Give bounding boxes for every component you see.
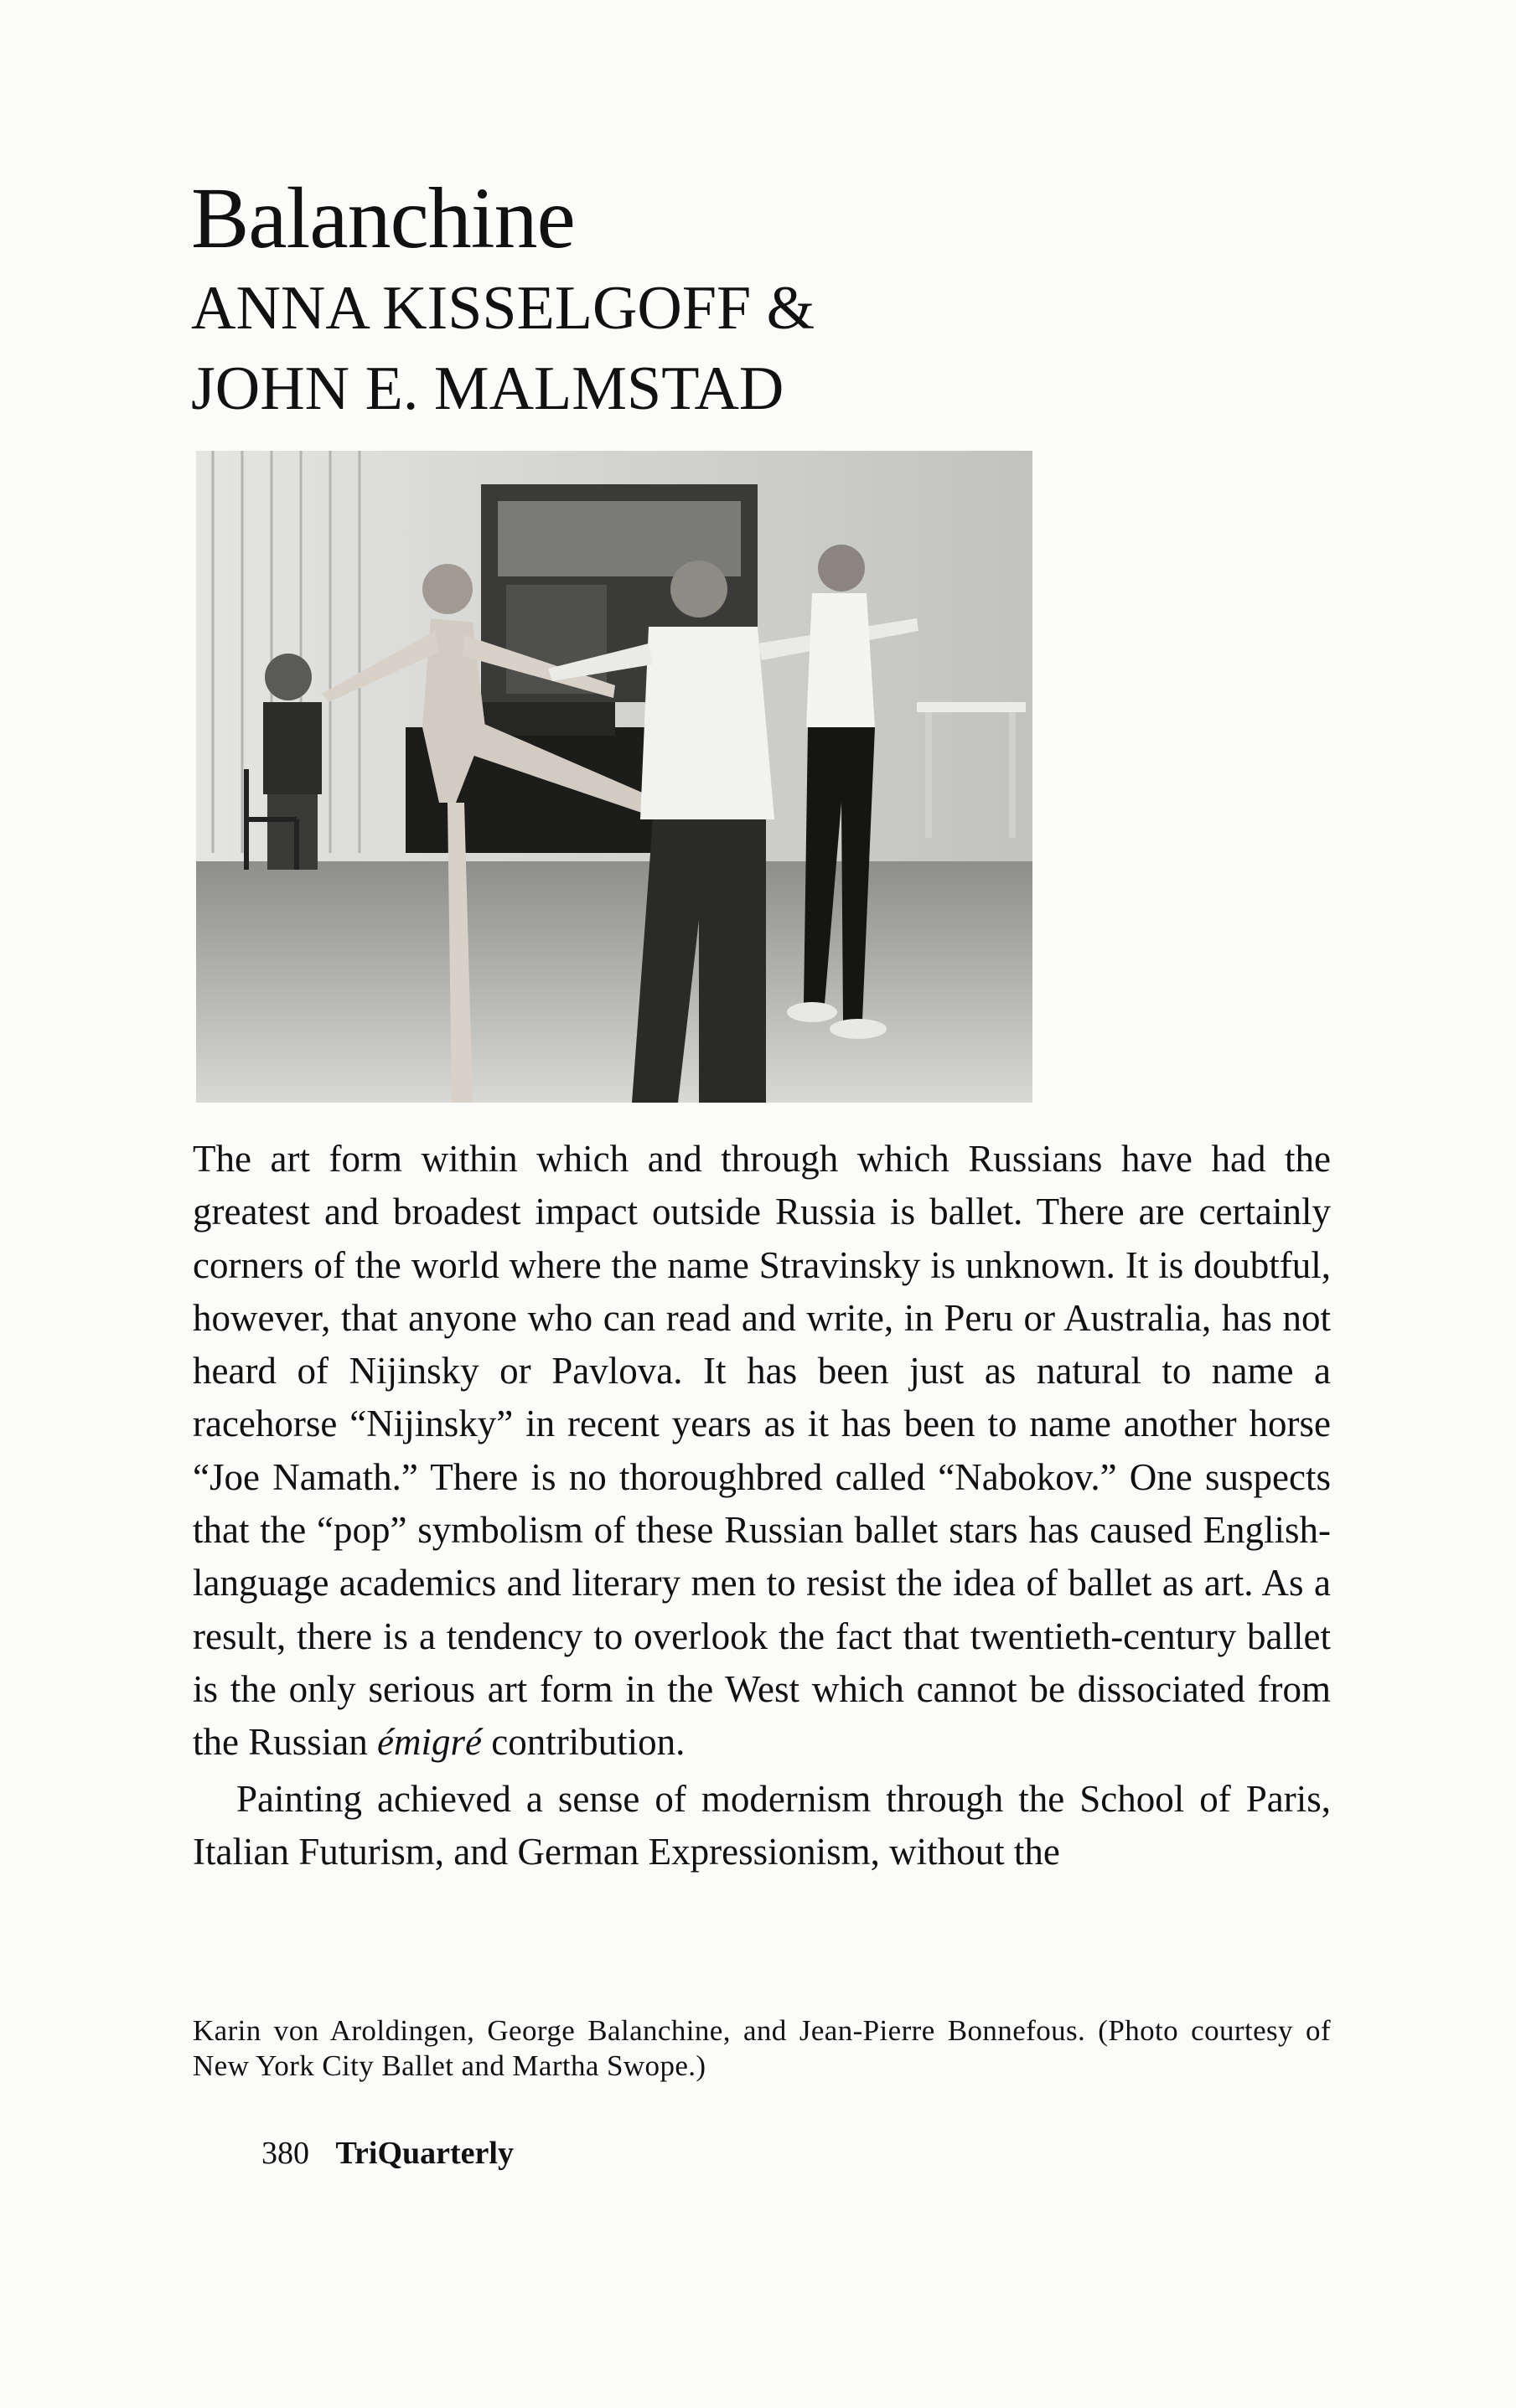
article-title: Balanchine (191, 170, 575, 266)
page-number: 380 (261, 2136, 309, 2171)
photo-caption: Karin von Aroldingen, George Balanchine, and Jean-Pierre Bonnefous. (Photo courtesy of New York City Ballet and Martha Swope.) (193, 2014, 1331, 2082)
body-paragraph-2: Painting achieved a sense of modernism through the School of Paris, Italian Futurism, and German Expressionism, without the (193, 1777, 1331, 1873)
rehearsal-photo (196, 451, 1032, 1103)
page-footer (261, 2134, 514, 2173)
paragraph-1-end: contribution. (491, 1721, 686, 1764)
article-body (193, 1133, 1331, 1878)
body-paragraph-1 (193, 1133, 1331, 1770)
journal-name: TriQuarterly (335, 2136, 514, 2171)
paragraph-1-italic: émigré (377, 1721, 482, 1764)
author-line-2: JOHN E. MALMSTAD (191, 354, 784, 423)
paragraph-1-text: The art form within which and through which Russians have had the greatest and broadest impact outside Russia is ballet. There are certainly corners of the world where the name Stravinsky is unknown. It is doubtful, however, that anyone who can read and write, in Peru or Australia, has not heard of Nijinsky or Pavlova. It has been just as natural to name a racehorse “Nijinsky” in recent years as it has been to name another horse “Joe Namath.” There is no thoroughbred called “Nabokov.” One suspects that the “pop” symbolism of these Russian ballet stars has caused English-language academics and literary men to resist the idea of ballet as art. As a result, there is a tendency to overlook the fact that twentieth-century ballet is the only serious art form in the West which cannot be dissociated from the Russian (193, 1138, 1331, 1764)
author-line-1: ANNA KISSELGOFF & (191, 274, 815, 343)
article-authors (191, 268, 815, 429)
rehearsal-photo-icon (196, 451, 1032, 1103)
